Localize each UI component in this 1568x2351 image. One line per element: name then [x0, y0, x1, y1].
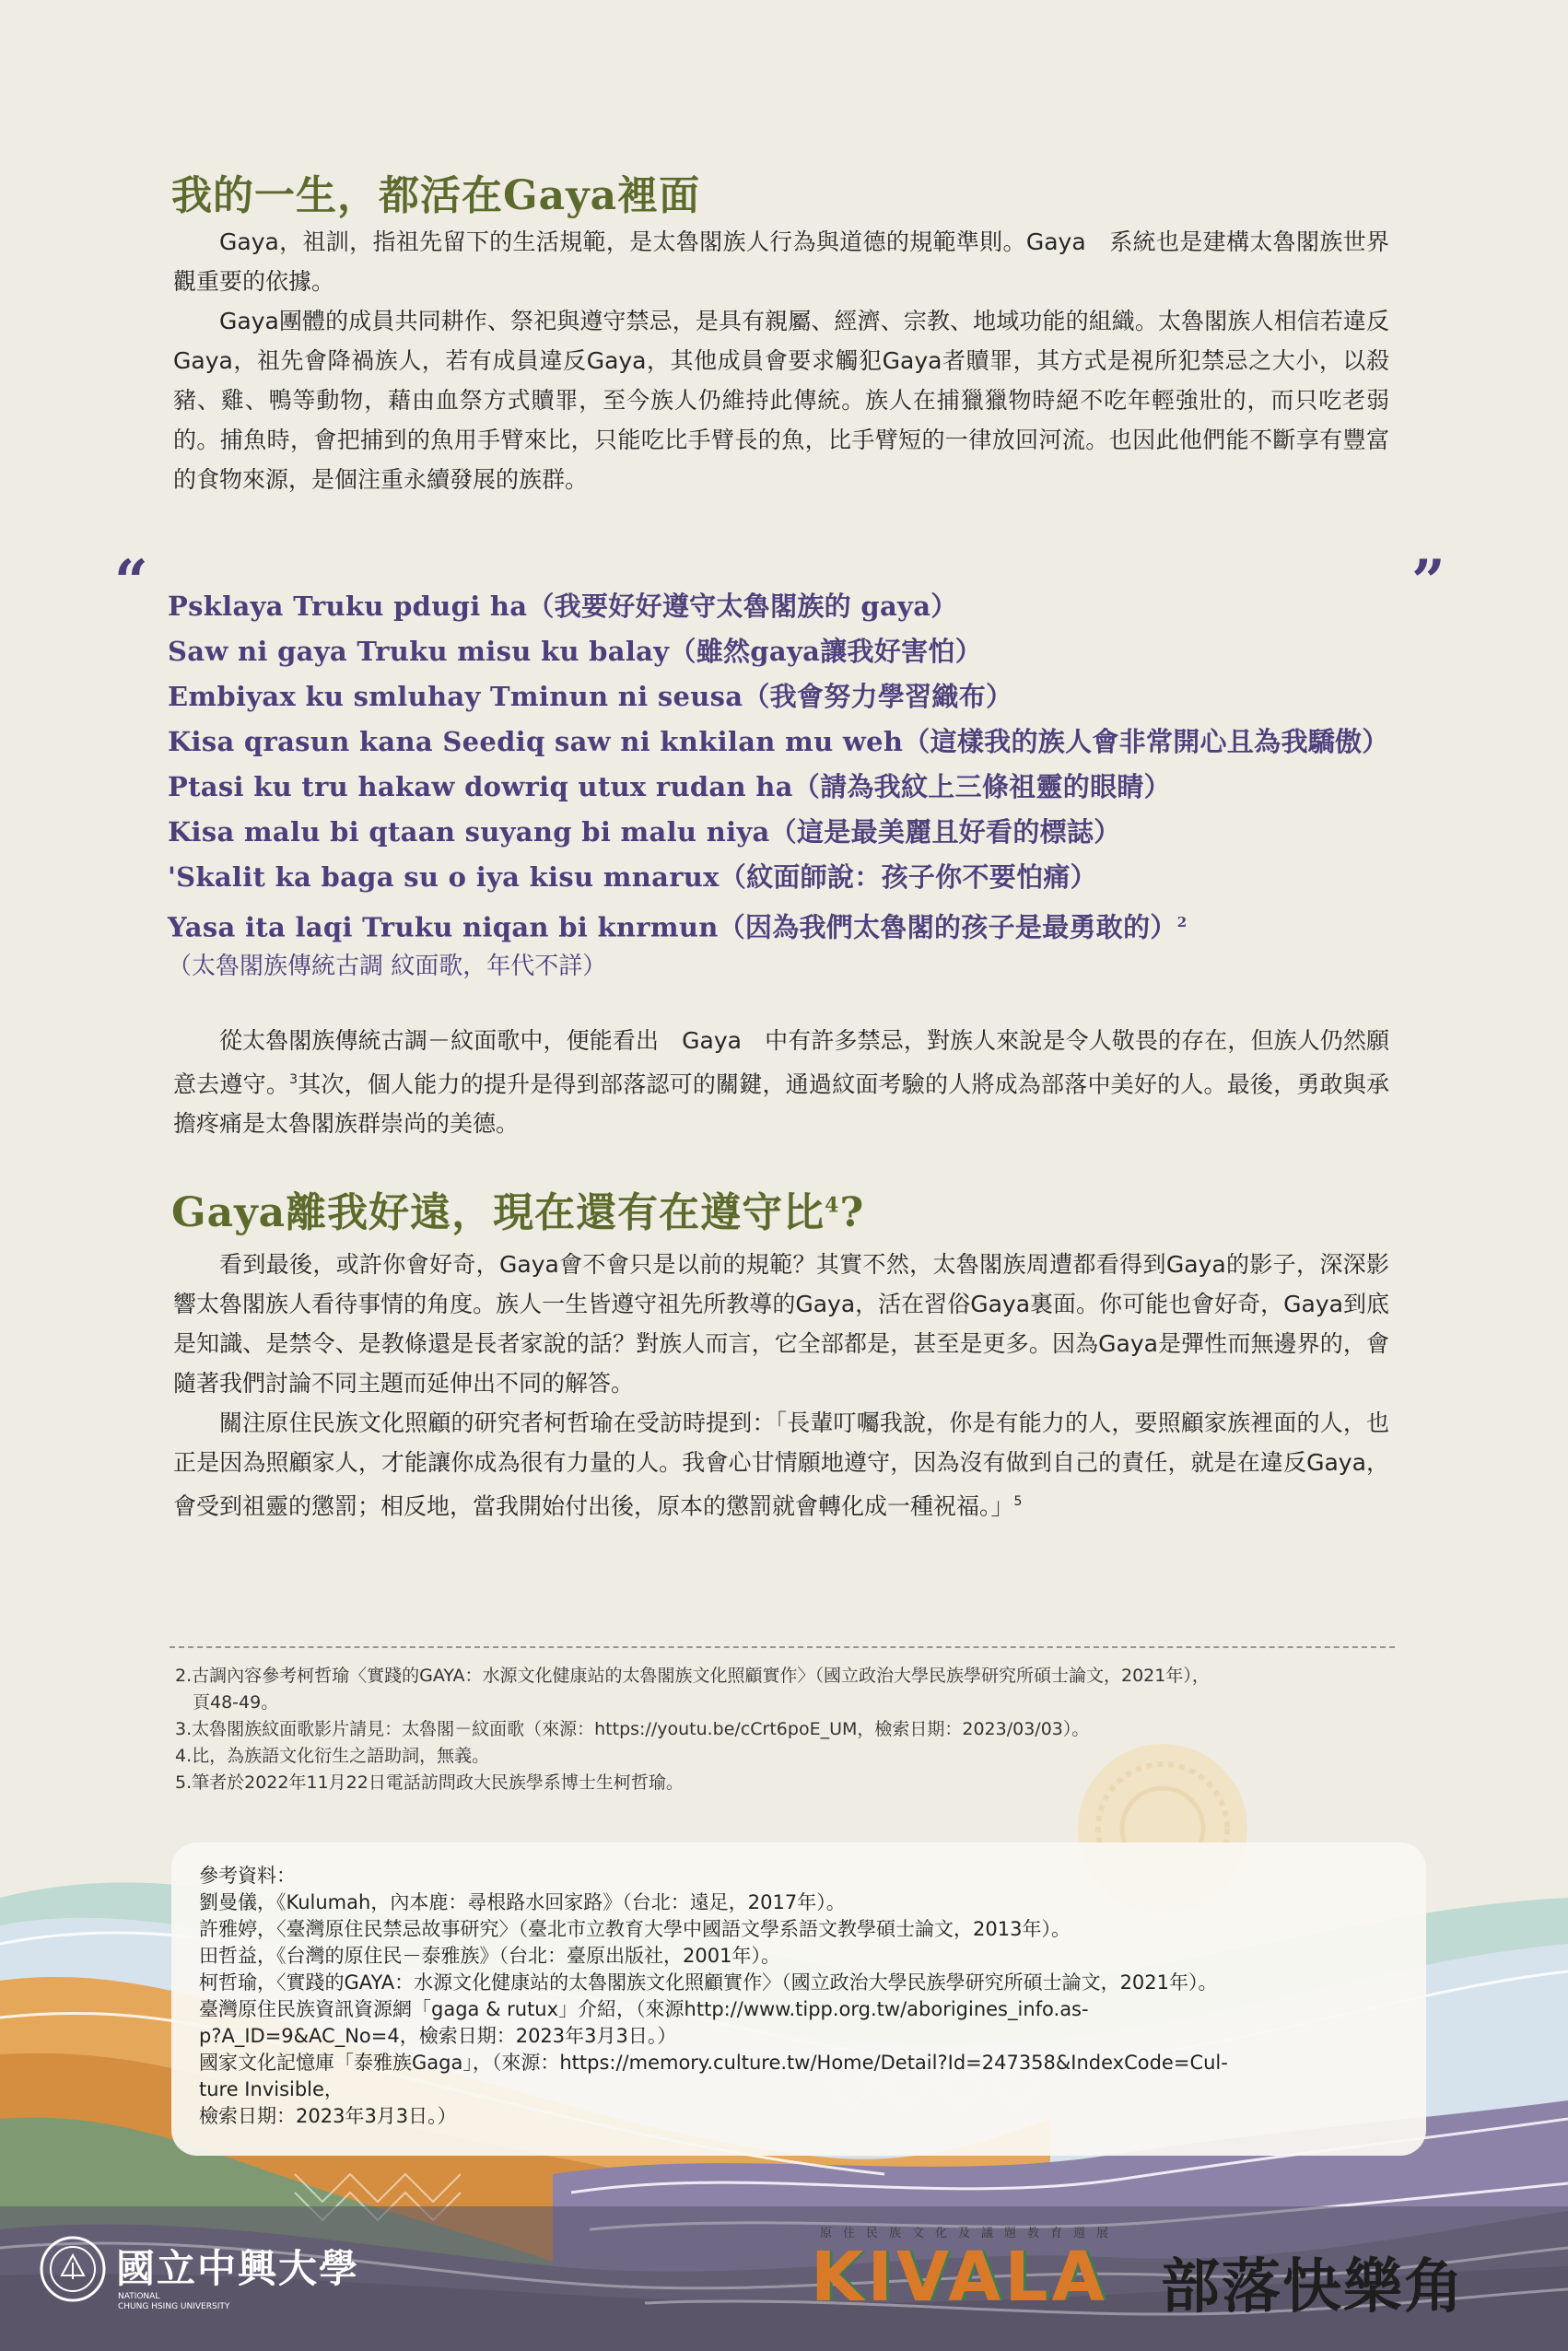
section2-title-text: Gaya離我好遠，現在還有在遵守比 [171, 1189, 825, 1236]
verse-line: Psklaya Truku pdugi ha（我要好好遵守太魯閣族的 gaya） [168, 591, 958, 622]
section2-title [171, 1179, 864, 1238]
university-name-cn: 國立中興大學 [116, 2246, 360, 2291]
reference-item: p?A_ID=9&AC_No=4，檢索日期：2023年3月3日。） [199, 2025, 677, 2047]
project-subtitle: 原住民族文化及議題教育週展 [820, 2227, 1120, 2240]
university-name-en-2: CHUNG HSING UNIVERSITY [118, 2302, 230, 2311]
reference-item: 劉曼儀，《Kulumah，內本鹿：尋根路水回家路》（台北：遠足，2017年）。 [199, 1891, 846, 1913]
verse-line-text: Yasa ita laqi Truku niqan bi knrmun（因為我們太魯閣的孩子是最勇敢的） [168, 911, 1177, 943]
university-seal-icon [39, 2235, 107, 2303]
after-quote-paragraph [173, 1021, 1389, 1143]
university-logo [39, 2224, 360, 2325]
university-name-en-1: NATIONAL [118, 2292, 160, 2301]
reference-item: 柯哲瑜，〈實踐的GAYA：水源文化健康站的太魯閣族文化照顧實作〉（國立政治大學民族學研究所碩士論文，2021年）。 [199, 1971, 1218, 1994]
references-list [199, 1863, 1415, 2130]
section1-paragraph-1: Gaya，祖訓，指祖先留下的生活規範，是太魯閣族人行為與道德的規範準則。Gaya 系統也是建構太魯閣族世界觀重要的依據。 [173, 228, 1389, 295]
kivala-name-cn: 部落快樂角 [1161, 2252, 1465, 2322]
verse-line-last [168, 900, 1476, 945]
footnote-ref-2: 2 [1176, 914, 1188, 930]
footnote-ref-4: 4 [825, 1193, 840, 1218]
open-quote-mark: “ [114, 547, 148, 616]
footnote-ref-3: 3 [289, 1072, 298, 1087]
footnote-item: 3.太魯閣族紋面歌影片請見：太魯閣－紋面歌（來源：https://youtu.be/cCrt6poE_UM，檢索日期：2023/03/03）。 [175, 1719, 1090, 1739]
verse-line: Embiyax ku smluhay Tminun ni seusa（我會努力學習織布） [168, 681, 1013, 712]
references-box [171, 1842, 1426, 2156]
reference-item: 國家文化記憶庫「泰雅族Gaga」，（來源：https://memory.culture.tw/Home/Detail?Id=247358&IndexCode=Cul- [199, 2052, 1228, 2074]
footnote-divider [170, 1646, 1395, 1648]
footnote-item: 5.筆者於2022年11月22日電話訪問政大民族學系博士生柯哲瑜。 [175, 1772, 684, 1793]
section2-title-question: ? [839, 1189, 865, 1236]
after-quote-text-a: 從太魯閣族傳統古調－紋面歌中，便能看出 Gaya 中有許多禁忌，對族人來說是令人敬畏的存在，但族人仍然願意去遵守。 [173, 1027, 1389, 1098]
song-verse [168, 584, 1476, 988]
section2-paragraph-1: 看到最後，或許你會好奇，Gaya會不會只是以前的規範？其實不然，太魯閣族周遭都看得到Gaya的影子，深深影響太魯閣族人看待事情的角度。族人一生皆遵守祖先所教導的Gaya，活在習俗Gaya裏面。你可能也會好奇，Gaya到底是知識、是禁令、是教條還是長者家說的話？對族人而言，它全部都是，甚至是更多。因為Gaya是彈性而無邊界的，會隨著我們討論不同主題而延伸出不同的解答。 [173, 1251, 1389, 1397]
verse-line: 'Skalit ka baga su o iya kisu mnarux（紋面師說：孩子你不要怕痛） [168, 861, 1097, 893]
section1-paragraph-2: Gaya團體的成員共同耕作、祭祀與遵守禁忌，是具有親屬、經濟、宗教、地域功能的組織。太魯閣族人相信若違反Gaya，祖先會降禍族人，若有成員違反Gaya，其他成員會要求觸犯Gaya者贖罪，其方式是視所犯禁忌之大小，以殺豬、雞、鴨等動物，藉由血祭方式贖罪，至今族人仍維持此傳統。族人在捕獵獵物時絕不吃年輕強壯的，而只吃老弱的。捕魚時，會把捕到的魚用手臂來比，只能吃比手臂長的魚，比手臂短的一律放回河流。也因此他們能不斷享有豐富的食物來源，是個注重永續發展的族群。 [173, 308, 1389, 493]
reference-item: ture Invisible， [199, 2078, 344, 2100]
verse-line: Kisa malu bi qtaan suyang bi malu niya（這是最美麗且好看的標誌） [168, 816, 1121, 848]
section2-paragraph-2 [173, 1403, 1389, 1526]
footnote-item: 頁48-49。 [175, 1692, 279, 1713]
section1-body [173, 222, 1389, 499]
kivala-wordmark: KIVALA [811, 2238, 1108, 2317]
reference-item: 田哲益，《台灣的原住民－泰雅族》（台北：臺原出版社，2001年）。 [199, 1945, 780, 1967]
footnote-item: 4.比，為族語文化衍生之語助詞，無義。 [175, 1746, 490, 1766]
kivala-brand [811, 2206, 1511, 2335]
footnote-ref-5: 5 [1013, 1494, 1023, 1509]
section2-body [173, 1245, 1389, 1526]
reference-item: 臺灣原住民族資訊資源網「gaga & rutux」介紹，（來源http://www.tipp.org.tw/aborigines_info.as- [199, 1998, 1089, 2020]
footnote-item: 2.古調內容參考柯哲瑜〈實踐的GAYA：水源文化健康站的太魯閣族文化照顧實作〉（國立政治大學民族學研究所碩士論文，2021年）， [175, 1666, 1210, 1686]
verse-line: Ptasi ku tru hakaw dowriq utux rudan ha（請為我紋上三條祖靈的眼睛） [168, 771, 1171, 802]
section2-paragraph-2-text: 關注原住民族文化照顧的研究者柯哲瑜在受訪時提到：「長輩叮囑我說，你是有能力的人，要照顧家族裡面的人，也正是因為照顧家人，才能讓你成為很有力量的人。我會心甘情願地遵守，因為沒有做到自己的責任，就是在違反Gaya，會受到祖靈的懲罰；相反地，當我開始付出後，原本的懲罰就會轉化成一種祝福。」 [173, 1409, 1389, 1520]
close-quote-mark: ” [1411, 547, 1445, 616]
verse-source: （太魯閣族傳統古調 紋面歌，年代不詳） [168, 953, 607, 980]
references-heading: 參考資料： [199, 1865, 296, 1887]
after-quote-text-b: 其次，個人能力的提升是得到部落認可的關鍵，通過紋面考驗的人將成為部落中美好的人。最後，勇敢與承擔疼痛是太魯閣族群崇尚的美德。 [173, 1070, 1389, 1138]
footnotes [175, 1663, 1391, 1796]
verse-line: Kisa qrasun kana Seediq saw ni knkilan mu weh（這樣我的族人會非常開心且為我驕傲） [168, 726, 1389, 757]
section1-title: 我的一生，都活在Gaya裡面 [171, 172, 701, 219]
verse-line: Saw ni gaya Truku misu ku balay（雖然gaya讓我好害怕） [168, 636, 983, 667]
reference-item: 許雅婷，〈臺灣原住民禁忌故事研究〉（臺北市立教育大學中國語文學系語文教學碩士論文，2013年）。 [199, 1918, 1071, 1940]
reference-item: 檢索日期：2023年3月3日。） [199, 2105, 457, 2127]
